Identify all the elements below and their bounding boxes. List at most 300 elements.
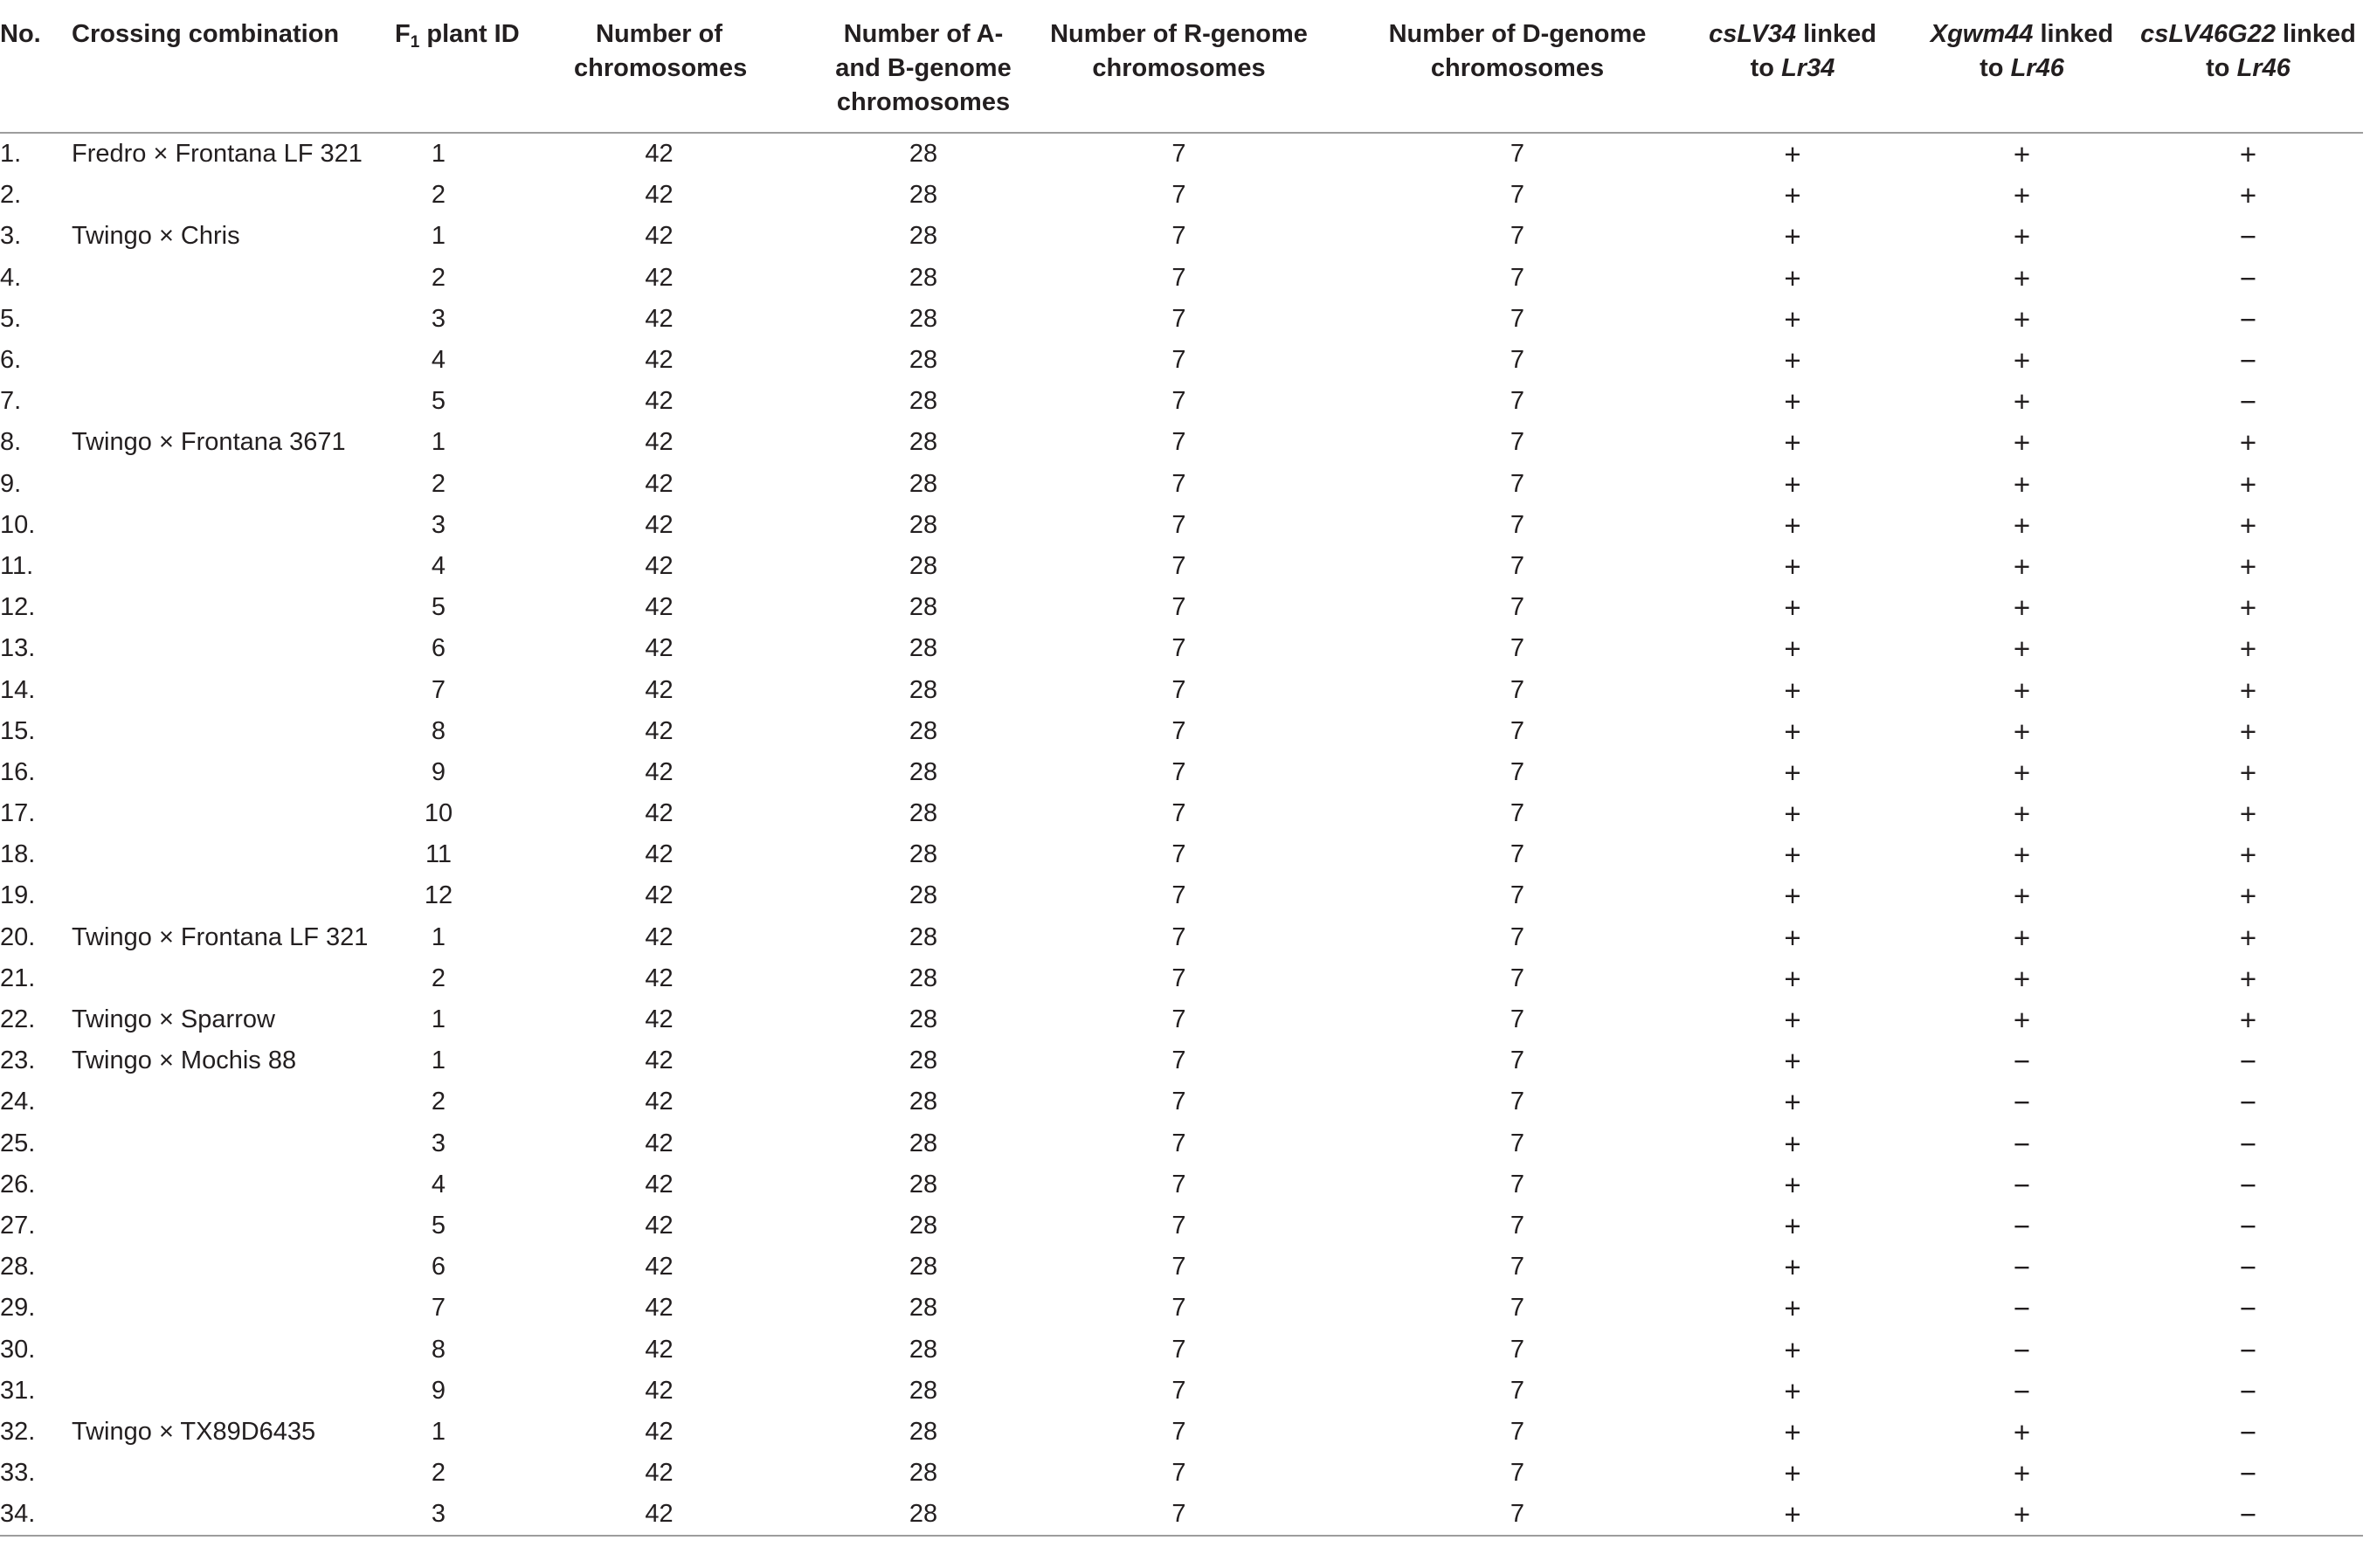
cell-crossing-combination xyxy=(72,752,395,793)
cell-cslv34: + xyxy=(1784,1209,1801,1242)
table-row xyxy=(0,464,2363,505)
cell-r-genome: 7 xyxy=(1171,304,1186,333)
table-row xyxy=(0,999,2363,1040)
cell-d-genome: 7 xyxy=(1510,222,1525,251)
cell-crossing-combination xyxy=(72,340,395,381)
cell-cslv34: + xyxy=(1784,344,1801,377)
cell-ab-genome: 28 xyxy=(909,716,938,745)
header-f1-plant-id xyxy=(395,0,565,133)
cell-no: 25. xyxy=(0,1129,36,1157)
cell-xgwm44: + xyxy=(2013,756,2031,789)
cell-cslv34: + xyxy=(1784,673,1801,707)
cell-f1-plant-id: 2 xyxy=(431,181,446,210)
cell-crossing-combination xyxy=(72,669,395,710)
header-number-of-chromosomes: Number of chromosomes xyxy=(565,0,797,133)
cell-xgwm44: + xyxy=(2013,1004,2031,1037)
cell-no: 6. xyxy=(0,346,22,375)
header-cslv34-to: to xyxy=(1750,54,1782,82)
cell-d-genome: 7 xyxy=(1510,181,1525,210)
cell-f1-plant-id: 7 xyxy=(431,675,446,704)
cell-f1-plant-id: 1 xyxy=(431,222,446,251)
cell-xgwm44: + xyxy=(2013,549,2031,583)
cell-number-of-chromosomes: 42 xyxy=(645,551,674,580)
cell-r-genome: 7 xyxy=(1171,510,1186,539)
cell-r-genome: 7 xyxy=(1171,840,1186,869)
cell-r-genome: 7 xyxy=(1171,140,1186,169)
cell-d-genome: 7 xyxy=(1510,964,1525,992)
cell-number-of-chromosomes: 42 xyxy=(645,263,674,292)
cell-xgwm44: + xyxy=(2013,344,2031,377)
table-row xyxy=(0,1453,2363,1494)
header-cslv46g22-gene: Lr46 xyxy=(2236,54,2291,82)
cell-d-genome: 7 xyxy=(1510,922,1525,951)
cell-xgwm44: + xyxy=(2013,798,2031,831)
cell-no: 2. xyxy=(0,181,22,210)
table-row xyxy=(0,1081,2363,1122)
cell-no: 10. xyxy=(0,510,36,539)
cell-number-of-chromosomes: 42 xyxy=(645,757,674,786)
cell-f1-plant-id: 1 xyxy=(431,1046,446,1075)
cell-no: 23. xyxy=(0,1046,36,1075)
cell-r-genome: 7 xyxy=(1171,1005,1186,1034)
cell-f1-plant-id: 6 xyxy=(431,1253,446,1281)
cell-r-genome: 7 xyxy=(1171,1459,1186,1488)
cell-r-genome: 7 xyxy=(1171,881,1186,910)
cell-f1-plant-id: 4 xyxy=(431,346,446,375)
cell-xgwm44: − xyxy=(2013,1333,2031,1366)
cell-f1-plant-id: 6 xyxy=(431,634,446,663)
cell-crossing-combination xyxy=(72,1494,395,1536)
cell-ab-genome: 28 xyxy=(909,1088,938,1116)
cell-ab-genome: 28 xyxy=(909,510,938,539)
cell-no: 26. xyxy=(0,1170,36,1198)
cell-ab-genome: 28 xyxy=(909,551,938,580)
cell-xgwm44: − xyxy=(2013,1251,2031,1284)
cell-cslv34: + xyxy=(1784,1004,1801,1037)
cell-crossing-combination xyxy=(72,1123,395,1164)
cell-d-genome: 7 xyxy=(1510,716,1525,745)
cell-ab-genome: 28 xyxy=(909,799,938,828)
cell-cslv46g22: + xyxy=(2239,756,2257,789)
cell-crossing-combination xyxy=(72,628,395,669)
cell-ab-genome: 28 xyxy=(909,634,938,663)
cell-cslv46g22: + xyxy=(2239,921,2257,954)
header-cslv46g22-to: to xyxy=(2206,54,2237,82)
table-row xyxy=(0,1164,2363,1205)
cell-no: 7. xyxy=(0,387,22,416)
cell-cslv46g22: − xyxy=(2239,261,2257,294)
cell-number-of-chromosomes: 42 xyxy=(565,1494,797,1536)
cell-number-of-chromosomes: 42 xyxy=(645,675,674,704)
header-xgwm44-marker: Xgwm44 xyxy=(1930,20,2034,48)
cell-d-genome: 7 xyxy=(1510,1335,1525,1364)
cell-cslv46g22: + xyxy=(2239,179,2257,212)
cell-ab-genome: 28 xyxy=(909,222,938,251)
cell-crossing-combination xyxy=(72,175,395,216)
cell-cslv34: + xyxy=(1784,138,1801,171)
table-row xyxy=(0,1412,2363,1453)
cell-number-of-chromosomes: 42 xyxy=(645,428,674,457)
table-row xyxy=(0,1247,2363,1288)
cell-no: 17. xyxy=(0,799,36,828)
cell-f1-plant-id: 3 xyxy=(431,510,446,539)
cell-r-genome: 7 xyxy=(1171,964,1186,992)
cell-no: 9. xyxy=(0,469,22,498)
table-row xyxy=(0,1371,2363,1412)
cell-number-of-chromosomes: 42 xyxy=(645,922,674,951)
cell-cslv34: + xyxy=(1784,549,1801,583)
cell-ab-genome: 28 xyxy=(909,675,938,704)
header-f1-rest: plant ID xyxy=(419,20,520,48)
header-xgwm44-gene: Lr46 xyxy=(2010,54,2064,82)
cell-crossing-combination xyxy=(72,875,395,916)
cell-cslv46g22: − xyxy=(2239,344,2257,377)
cell-f1-plant-id: 12 xyxy=(424,881,453,910)
cell-r-genome: 7 xyxy=(1171,1335,1186,1364)
cell-cslv46g22: + xyxy=(2239,715,2257,748)
cell-cslv46g22: + xyxy=(2239,632,2257,666)
cell-ab-genome: 28 xyxy=(909,964,938,992)
cell-xgwm44: + xyxy=(2013,508,2031,542)
cell-r-genome: 7 xyxy=(1171,675,1186,704)
cell-cslv34: + xyxy=(1784,385,1801,418)
table-row xyxy=(0,587,2363,628)
cell-cslv34: + xyxy=(1784,921,1801,954)
cell-number-of-chromosomes: 42 xyxy=(645,304,674,333)
cell-crossing-combination: Twingo × Frontana 3671 xyxy=(72,428,346,457)
cell-r-genome: 7 xyxy=(1171,1417,1186,1446)
cell-d-genome: 7 xyxy=(1510,263,1525,292)
cell-number-of-chromosomes: 42 xyxy=(645,346,674,375)
cell-xgwm44: + xyxy=(2013,385,2031,418)
cell-d-genome: 7 xyxy=(1510,840,1525,869)
cell-cslv46g22: − xyxy=(2239,1374,2257,1407)
cell-cslv46g22: − xyxy=(2239,1086,2257,1119)
cell-cslv46g22: − xyxy=(2239,385,2257,418)
cell-no: 18. xyxy=(0,840,36,869)
cell-cslv46g22: − xyxy=(2239,1333,2257,1366)
cell-cslv46g22: − xyxy=(2239,1127,2257,1160)
cell-cslv46g22: − xyxy=(2239,1045,2257,1078)
cell-number-of-chromosomes: 42 xyxy=(645,964,674,992)
cell-crossing-combination xyxy=(72,1205,395,1247)
cell-cslv46g22: + xyxy=(2239,798,2257,831)
cell-number-of-chromosomes: 42 xyxy=(645,1459,674,1488)
cell-r-genome: 7 xyxy=(1171,1253,1186,1281)
cell-cslv34: + xyxy=(1784,1168,1801,1201)
cell-no: 21. xyxy=(0,964,36,992)
cell-no: 33. xyxy=(0,1459,36,1488)
cell-cslv34: + xyxy=(1675,1494,1911,1536)
cell-r-genome: 7 xyxy=(1171,222,1186,251)
cell-no: 5. xyxy=(0,304,22,333)
header-crossing-combination: Crossing combination xyxy=(72,0,395,133)
cell-d-genome: 7 xyxy=(1510,1211,1525,1240)
cell-d-genome: 7 xyxy=(1510,346,1525,375)
cell-d-genome: 7 xyxy=(1510,757,1525,786)
cell-d-genome: 7 xyxy=(1510,881,1525,910)
cell-cslv46g22: + xyxy=(2239,508,2257,542)
cell-number-of-chromosomes: 42 xyxy=(645,1253,674,1281)
cell-cslv34: + xyxy=(1784,1457,1801,1490)
cell-no: 8. xyxy=(0,428,22,457)
cell-f1-plant-id: 5 xyxy=(431,593,446,622)
cell-f1-plant-id: 9 xyxy=(431,757,446,786)
table-row xyxy=(0,628,2363,669)
table-row xyxy=(0,133,2363,175)
cell-r-genome: 7 xyxy=(1171,263,1186,292)
cell-no: 12. xyxy=(0,593,36,622)
cell-xgwm44: + xyxy=(2013,261,2031,294)
cell-cslv34: + xyxy=(1784,632,1801,666)
header-ab-genome: Number of A- and B-genome chromosomes xyxy=(797,0,1050,133)
cell-cslv34: + xyxy=(1784,508,1801,542)
cell-xgwm44: + xyxy=(2013,467,2031,501)
cell-ab-genome: 28 xyxy=(909,469,938,498)
table-row xyxy=(0,216,2363,257)
header-cslv34-marker: csLV34 xyxy=(1709,20,1797,48)
cell-xgwm44: + xyxy=(2013,302,2031,335)
cell-cslv34: + xyxy=(1784,1086,1801,1119)
cell-f1-plant-id: 8 xyxy=(431,1335,446,1364)
cell-ab-genome: 28 xyxy=(909,387,938,416)
cell-number-of-chromosomes: 42 xyxy=(645,1376,674,1405)
cell-ab-genome: 28 xyxy=(909,922,938,951)
cell-number-of-chromosomes: 42 xyxy=(645,140,674,169)
cell-number-of-chromosomes: 42 xyxy=(645,593,674,622)
cell-d-genome: 7 xyxy=(1510,675,1525,704)
cell-xgwm44: + xyxy=(2013,138,2031,171)
cell-d-genome: 7 xyxy=(1510,799,1525,828)
cell-cslv46g22: + xyxy=(2239,673,2257,707)
cell-r-genome: 7 xyxy=(1171,799,1186,828)
cell-crossing-combination xyxy=(72,1081,395,1122)
cell-cslv34: + xyxy=(1784,798,1801,831)
cell-number-of-chromosomes: 42 xyxy=(645,840,674,869)
table-row xyxy=(0,175,2363,216)
cell-cslv46g22: + xyxy=(2239,591,2257,625)
cell-cslv46g22: − xyxy=(2239,1292,2257,1325)
cell-ab-genome: 28 xyxy=(909,840,938,869)
cell-f1-plant-id: 3 xyxy=(431,1129,446,1157)
cell-cslv46g22: − xyxy=(2239,302,2257,335)
cell-r-genome: 7 xyxy=(1171,1376,1186,1405)
table-row xyxy=(0,1494,2363,1536)
cell-xgwm44: + xyxy=(2013,220,2031,253)
cell-crossing-combination: Twingo × Chris xyxy=(72,222,240,251)
cell-r-genome: 7 xyxy=(1171,1088,1186,1116)
cell-crossing-combination xyxy=(72,834,395,875)
cell-crossing-combination xyxy=(72,1371,395,1412)
cell-crossing-combination xyxy=(72,299,395,340)
cell-number-of-chromosomes: 42 xyxy=(645,1005,674,1034)
cell-r-genome: 7 xyxy=(1171,387,1186,416)
cell-cslv46g22: + xyxy=(2239,138,2257,171)
cell-cslv34: + xyxy=(1784,756,1801,789)
header-row xyxy=(0,0,2363,133)
cell-no: 34. xyxy=(0,1494,72,1536)
cell-cslv34: + xyxy=(1784,261,1801,294)
cell-number-of-chromosomes: 42 xyxy=(645,881,674,910)
cell-d-genome: 7 xyxy=(1510,1294,1525,1323)
cell-cslv34: + xyxy=(1784,1374,1801,1407)
cell-f1-plant-id: 3 xyxy=(431,304,446,333)
cell-crossing-combination xyxy=(72,258,395,299)
cell-f1-plant-id: 4 xyxy=(431,1170,446,1198)
cell-cslv46g22: + xyxy=(2239,467,2257,501)
cell-no: 31. xyxy=(0,1376,36,1405)
table-row xyxy=(0,1040,2363,1081)
cell-f1-plant-id: 2 xyxy=(431,1088,446,1116)
cell-f1-plant-id: 2 xyxy=(431,469,446,498)
table-row xyxy=(0,1123,2363,1164)
cell-no: 20. xyxy=(0,922,36,951)
cell-cslv34: + xyxy=(1784,591,1801,625)
cell-r-genome: 7 xyxy=(1171,1129,1186,1157)
cell-ab-genome: 28 xyxy=(909,881,938,910)
cell-number-of-chromosomes: 42 xyxy=(645,1046,674,1075)
cell-d-genome: 7 xyxy=(1510,140,1525,169)
cell-f1-plant-id: 8 xyxy=(431,716,446,745)
cell-d-genome: 7 xyxy=(1510,1005,1525,1034)
cell-crossing-combination xyxy=(72,1288,395,1329)
cell-ab-genome: 28 xyxy=(909,1170,938,1198)
cell-d-genome: 7 xyxy=(1510,428,1525,457)
cell-cslv46g22: + xyxy=(2239,839,2257,872)
table-row xyxy=(0,381,2363,422)
cell-xgwm44: + xyxy=(2013,1415,2031,1448)
cell-ab-genome: 28 xyxy=(797,1494,1050,1536)
cell-f1-plant-id: 2 xyxy=(431,964,446,992)
cell-xgwm44: + xyxy=(2013,962,2031,995)
cell-cslv46g22: − xyxy=(2239,1457,2257,1490)
cell-f1-plant-id: 9 xyxy=(431,1376,446,1405)
cell-no: 30. xyxy=(0,1335,36,1364)
cell-d-genome: 7 xyxy=(1510,387,1525,416)
cell-crossing-combination xyxy=(72,793,395,834)
cell-xgwm44: − xyxy=(2013,1168,2031,1201)
cell-cslv34: + xyxy=(1784,179,1801,212)
cell-d-genome: 7 xyxy=(1510,510,1525,539)
cell-number-of-chromosomes: 42 xyxy=(645,469,674,498)
cell-no: 16. xyxy=(0,757,36,786)
cell-number-of-chromosomes: 42 xyxy=(645,1088,674,1116)
cell-cslv34: + xyxy=(1784,962,1801,995)
cell-cslv34: + xyxy=(1784,839,1801,872)
cell-number-of-chromosomes: 42 xyxy=(645,799,674,828)
cell-f1-plant-id: 11 xyxy=(425,840,453,869)
cell-r-genome: 7 xyxy=(1171,757,1186,786)
cell-no: 29. xyxy=(0,1294,36,1323)
cell-ab-genome: 28 xyxy=(909,1376,938,1405)
cell-number-of-chromosomes: 42 xyxy=(645,1170,674,1198)
cell-ab-genome: 28 xyxy=(909,1253,938,1281)
cell-xgwm44: + xyxy=(2013,921,2031,954)
cell-crossing-combination xyxy=(72,546,395,587)
cell-crossing-combination: Twingo × Mochis 88 xyxy=(72,1046,297,1075)
cell-xgwm44: + xyxy=(2013,179,2031,212)
cell-r-genome: 7 xyxy=(1171,346,1186,375)
cell-f1-plant-id: 1 xyxy=(431,1005,446,1034)
cell-crossing-combination xyxy=(72,1329,395,1370)
cell-f1-plant-id: 5 xyxy=(431,1211,446,1240)
cell-crossing-combination xyxy=(72,464,395,505)
cell-xgwm44: − xyxy=(2013,1374,2031,1407)
cell-ab-genome: 28 xyxy=(909,1211,938,1240)
cell-cslv34: + xyxy=(1784,1251,1801,1284)
cell-crossing-combination xyxy=(72,381,395,422)
cell-number-of-chromosomes: 42 xyxy=(645,222,674,251)
cell-r-genome: 7 xyxy=(1171,551,1186,580)
cell-cslv34: + xyxy=(1784,1045,1801,1078)
cell-crossing-combination: Fredro × Frontana LF 321 xyxy=(72,140,363,169)
cell-no: 13. xyxy=(0,634,36,663)
cell-f1-plant-id: 1 xyxy=(431,140,446,169)
cell-cslv34: + xyxy=(1784,426,1801,459)
cell-number-of-chromosomes: 42 xyxy=(645,1129,674,1157)
cell-number-of-chromosomes: 42 xyxy=(645,510,674,539)
header-f1-label: F xyxy=(395,20,411,48)
cell-no: 22. xyxy=(0,1005,36,1034)
cell-f1-plant-id: 7 xyxy=(431,1294,446,1323)
cell-ab-genome: 28 xyxy=(909,757,938,786)
cell-crossing-combination xyxy=(72,587,395,628)
cell-no: 1. xyxy=(0,140,22,169)
table-row xyxy=(0,1288,2363,1329)
cell-crossing-combination xyxy=(72,958,395,999)
header-d-genome: Number of D-genome chromosomes xyxy=(1360,0,1675,133)
cell-r-genome: 7 xyxy=(1171,716,1186,745)
cell-ab-genome: 28 xyxy=(909,1005,938,1034)
cell-cslv46g22: + xyxy=(2239,426,2257,459)
cell-number-of-chromosomes: 42 xyxy=(645,1294,674,1323)
cell-ab-genome: 28 xyxy=(909,1417,938,1446)
cell-r-genome: 7 xyxy=(1171,922,1186,951)
cell-f1-plant-id: 2 xyxy=(431,263,446,292)
table-row xyxy=(0,340,2363,381)
cell-f1-plant-id: 3 xyxy=(395,1494,565,1536)
cell-r-genome: 7 xyxy=(1050,1494,1360,1536)
table-row xyxy=(0,875,2363,916)
cell-f1-plant-id: 1 xyxy=(431,1417,446,1446)
cell-cslv46g22: + xyxy=(2239,880,2257,913)
table-row xyxy=(0,258,2363,299)
cell-number-of-chromosomes: 42 xyxy=(645,1211,674,1240)
cell-no: 11. xyxy=(0,551,34,580)
cell-cslv46g22: − xyxy=(2239,1168,2257,1201)
table-row xyxy=(0,917,2363,958)
cell-d-genome: 7 xyxy=(1510,634,1525,663)
cell-crossing-combination xyxy=(72,1247,395,1288)
cell-crossing-combination xyxy=(72,1453,395,1494)
cell-r-genome: 7 xyxy=(1171,1294,1186,1323)
cell-f1-plant-id: 4 xyxy=(431,551,446,580)
cell-d-genome: 7 xyxy=(1360,1494,1675,1536)
cell-f1-plant-id: 5 xyxy=(431,387,446,416)
cell-d-genome: 7 xyxy=(1510,1088,1525,1116)
cell-no: 27. xyxy=(0,1211,36,1240)
cell-ab-genome: 28 xyxy=(909,428,938,457)
cell-xgwm44: + xyxy=(2013,673,2031,707)
header-cslv34-gene: Lr34 xyxy=(1781,54,1835,82)
table-row xyxy=(0,422,2363,463)
cell-cslv46g22: − xyxy=(2239,220,2257,253)
cell-no: 32. xyxy=(0,1417,36,1446)
cell-r-genome: 7 xyxy=(1171,1211,1186,1240)
cell-d-genome: 7 xyxy=(1510,551,1525,580)
cell-ab-genome: 28 xyxy=(909,593,938,622)
cell-cslv46g22: + xyxy=(2239,1004,2257,1037)
